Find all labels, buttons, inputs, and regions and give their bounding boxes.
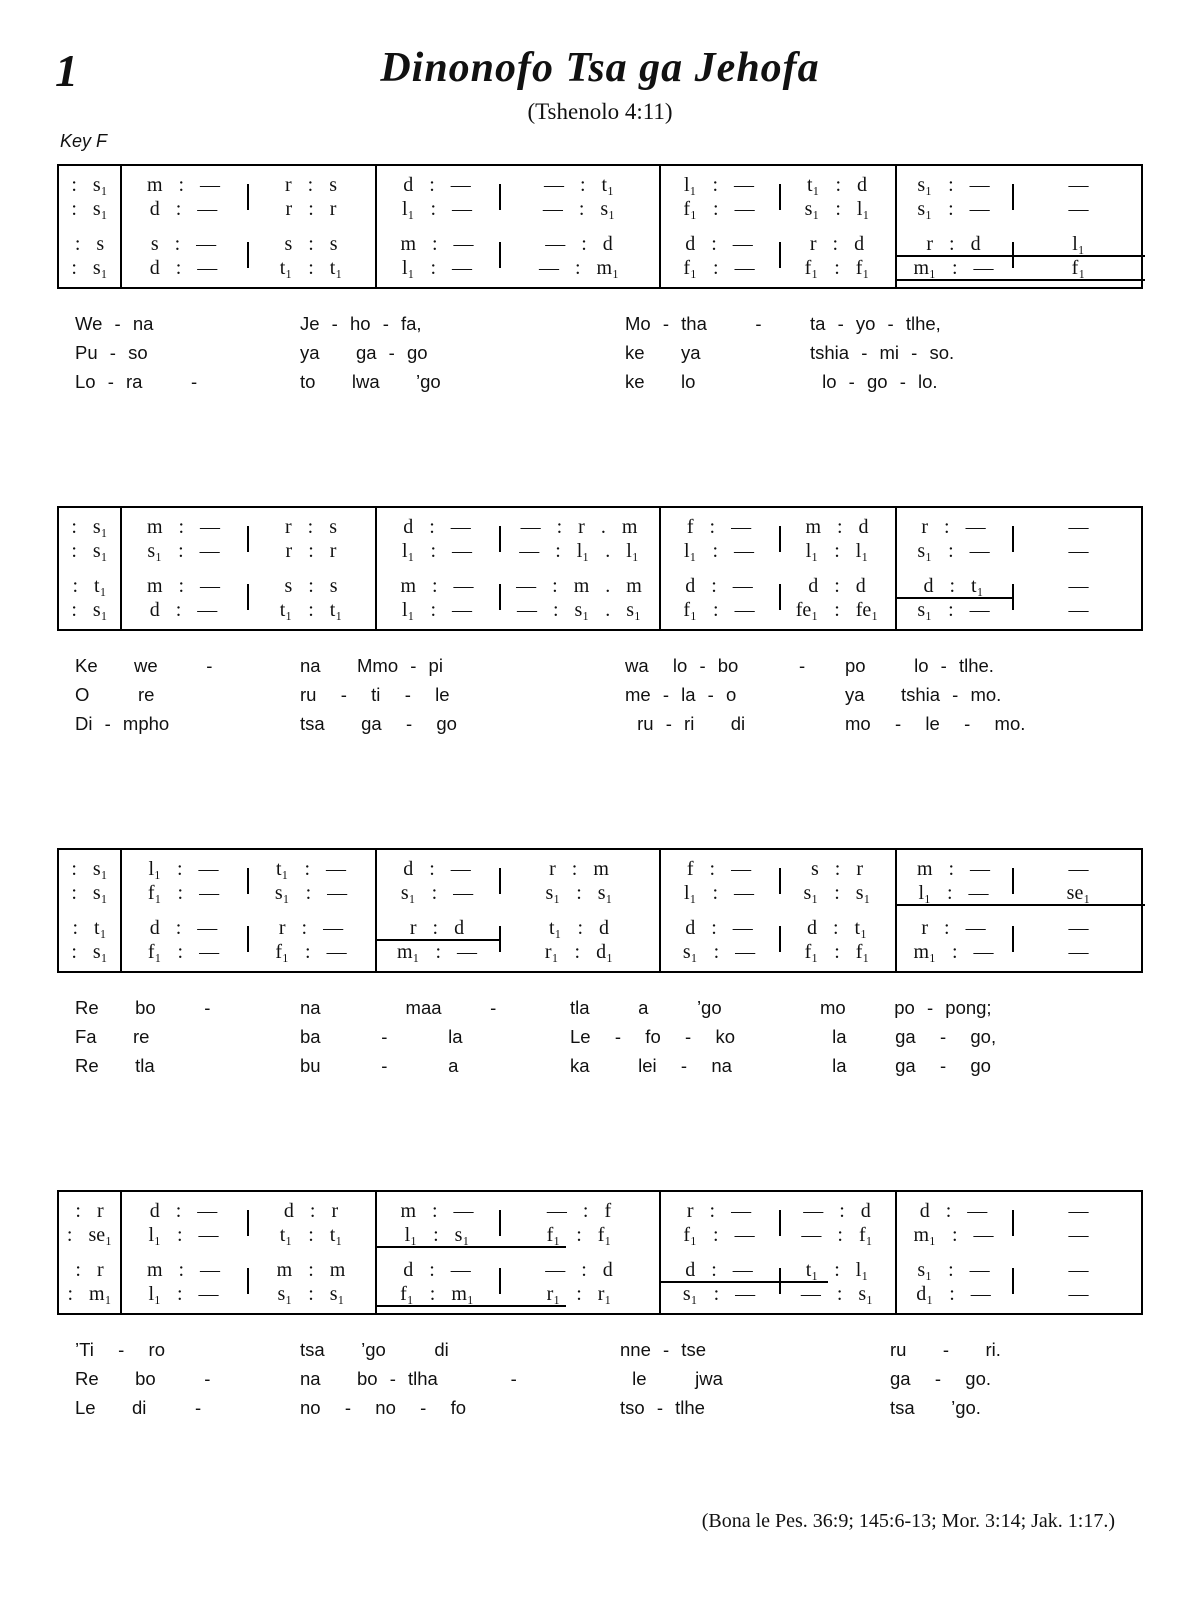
notation-cell: s₁ : s₁ — [803, 882, 871, 904]
voice-row — [59, 173, 1141, 197]
barline — [120, 166, 122, 287]
lyric-line — [57, 367, 1143, 396]
half-barline — [1012, 526, 1014, 552]
half-barline — [1012, 926, 1014, 952]
notation-cell: l₁ : l₁ — [805, 540, 869, 562]
notation-cell: d : — — [685, 575, 753, 597]
half-barline — [499, 526, 501, 552]
notation-cell: d : — — [403, 516, 471, 538]
notation-cell: — : t₁ — [543, 174, 615, 196]
notation-cell: d : — — [685, 917, 753, 939]
notation-cell: f₁ : — — [683, 257, 755, 279]
verse-4-lyrics — [57, 1335, 1143, 1422]
lyric-segment: tshia - mi - so. — [810, 341, 955, 363]
notation-cell: f : — — [686, 516, 752, 538]
notation-cell: r₁ : d₁ — [544, 941, 614, 963]
notation-cell: s₁ : — — [917, 1259, 990, 1281]
notation-cell: : s₁ — [71, 174, 108, 196]
lyric-segment: Lo - ra - — [75, 370, 198, 392]
lyric-segment: le jwa — [620, 1367, 723, 1389]
lyric-line — [57, 309, 1143, 338]
lyric-segment: Ke we - — [75, 654, 213, 676]
notation-cell: — : l₁ . l₁ — [519, 540, 639, 562]
notation-cell: t₁ : t₁ — [279, 1224, 343, 1246]
notation-cell: : t₁ — [72, 917, 107, 939]
notation-cell: f₁ : m₁ — [375, 1282, 499, 1306]
notation-cell: l₁ : — — [683, 540, 755, 562]
notation-cell: r : m — [549, 858, 609, 880]
half-barline — [247, 1210, 249, 1236]
notation-cell: : s₁ — [71, 540, 108, 562]
voice-row — [59, 574, 1141, 598]
notation-cell: t₁ : t₁ — [279, 257, 343, 279]
lyric-segment: ba - la — [300, 1025, 463, 1047]
notation-cell: l₁ : — — [683, 174, 755, 196]
notation-cell: : s₁ — [71, 599, 108, 621]
solfa-system-1 — [57, 164, 1143, 289]
notation-cell: — — [1068, 941, 1089, 963]
voice-row — [59, 1223, 1141, 1247]
notation-cell: d : — — [149, 917, 218, 939]
notation-cell: r : s — [285, 516, 337, 538]
notation-cell: f₁ : — — [683, 599, 755, 621]
notation-cell: f₁ : f₁ — [804, 941, 870, 963]
voice-row — [59, 916, 1141, 940]
key-signature-label: Key F — [60, 131, 108, 151]
notation-cell: — : r . m — [520, 516, 638, 538]
notation-cell: — — [1068, 516, 1089, 538]
notation-cell: d : r — [283, 1200, 339, 1222]
half-barline — [247, 1268, 249, 1294]
notation-cell: r : d — [375, 916, 499, 940]
lyric-segment: Pu - so — [75, 341, 148, 363]
voice-row — [59, 1282, 1141, 1306]
voice-row — [59, 232, 1141, 256]
lyric-segment: tsa ’go di — [300, 1338, 449, 1360]
voice-pair-gap — [59, 563, 1141, 574]
barline — [120, 850, 122, 971]
lyric-segment: tsa ga - go — [300, 712, 457, 734]
half-barline — [247, 584, 249, 610]
voice-pair-gap — [59, 1247, 1141, 1258]
notation-cell: m : m — [276, 1259, 346, 1281]
notation-cell: d : — — [149, 257, 218, 279]
lyric-segment: ru - ri. — [890, 1338, 1001, 1360]
notation-cell: m₁ : — — [913, 1224, 994, 1246]
lyric-line — [57, 651, 1143, 680]
lyric-segment: ka lei - na — [570, 1054, 732, 1076]
notation-cell: d : t₁ — [895, 574, 1012, 598]
notation-cell: r : — — [278, 917, 344, 939]
voice-pair-gap — [59, 905, 1141, 916]
notation-cell: — — [1068, 1200, 1089, 1222]
notation-cell: m : — — [400, 233, 474, 255]
notation-cell: : s₁ — [71, 858, 108, 880]
notation-cell: : s₁ — [71, 941, 108, 963]
lyric-line — [57, 1364, 1143, 1393]
half-barline — [779, 868, 781, 894]
notation-cell: l₁ : s₁ — [375, 1223, 499, 1247]
content-area — [57, 164, 1143, 1533]
notation-cell: — : s₁ . s₁ — [516, 599, 642, 621]
lyric-segment: mo - le - mo. — [845, 712, 1026, 734]
notation-cell: l₁ : — — [401, 198, 473, 220]
lyric-segment: tso - tlhe — [620, 1396, 705, 1418]
notation-cell: l₁ : — — [683, 882, 755, 904]
notation-cell: d : d — [808, 575, 866, 597]
notation-cell: : r — [75, 1259, 104, 1281]
notation-cell: d₁ : — — [916, 1283, 991, 1305]
lyric-segment: la ga - go — [820, 1054, 991, 1076]
half-barline — [1012, 868, 1014, 894]
half-barline — [499, 584, 501, 610]
lyric-segment: me - la - o — [625, 683, 737, 705]
notation-cell: t₁ : — — [275, 858, 347, 880]
hymn-subtitle: (Tshenolo 4:11) — [527, 99, 673, 124]
notation-cell: t₁ : d — [548, 917, 610, 939]
notation-cell: m : — — [916, 858, 991, 880]
notation-cell: d : — — [149, 599, 218, 621]
notation-cell: s : r — [811, 858, 863, 880]
voice-row — [59, 1258, 1141, 1282]
notation-cell: l₁ : — — [401, 540, 473, 562]
notation-cell: r : d — [895, 232, 1012, 256]
half-barline — [499, 868, 501, 894]
notation-cell: : s₁ — [71, 882, 108, 904]
notation-cell: d : t₁ — [806, 917, 868, 939]
lyric-line — [57, 680, 1143, 709]
notation-cell: : s₁ — [71, 198, 108, 220]
notation-cell: — : d — [545, 233, 613, 255]
notation-cell: r : s — [285, 174, 337, 196]
notation-cell: — : f₁ — [801, 1224, 873, 1246]
notation-cell: f₁ : — — [683, 1224, 755, 1246]
notation-cell: : s₁ — [71, 257, 108, 279]
notation-cell: — — [1068, 858, 1089, 880]
notation-cell: — — [1068, 198, 1089, 220]
notation-cell: s₁ : — — [682, 941, 756, 963]
half-barline — [499, 1210, 501, 1236]
voice-pair-gap — [59, 221, 1141, 232]
notation-cell: m₁ : — — [913, 941, 994, 963]
lyric-segment: ke ya — [625, 341, 701, 363]
notation-cell: f₁ : — — [147, 882, 220, 904]
lyric-segment: na maa - — [300, 996, 497, 1018]
lyric-segment: ’Ti - ro — [75, 1338, 166, 1360]
notation-cell: : t₁ — [72, 575, 107, 597]
voice-row — [59, 256, 1141, 280]
notation-cell: f₁ : f₁ — [804, 257, 870, 279]
notation-cell: — — [1068, 575, 1089, 597]
notation-cell: : s₁ — [71, 516, 108, 538]
barline — [375, 166, 377, 287]
lyric-segment: nne - tse — [620, 1338, 706, 1360]
notation-cell: s₁ : — — [274, 882, 348, 904]
notation-cell: s₁ : — — [917, 174, 990, 196]
half-barline — [779, 926, 781, 952]
notation-cell: — — [1068, 1224, 1089, 1246]
notation-cell: f₁ : — — [275, 941, 347, 963]
notation-cell: d : — — [403, 858, 471, 880]
half-barline — [499, 1268, 501, 1294]
notation-cell: t₁ : d — [806, 174, 868, 196]
half-barline — [499, 926, 501, 952]
notation-cell: d : — — [149, 198, 218, 220]
notation-cell: — : d — [545, 1259, 613, 1281]
notation-cell: r : r — [285, 198, 337, 220]
notation-cell: t₁ : l₁ — [779, 1258, 895, 1282]
barline — [375, 508, 377, 629]
half-barline — [499, 242, 501, 268]
title-row — [0, 0, 1200, 92]
notation-cell: s₁ : — — [917, 599, 990, 621]
barline — [120, 508, 122, 629]
notation-cell: l₁ : — — [401, 257, 473, 279]
notation-cell: m : d — [805, 516, 869, 538]
notation-cell: l₁ : — — [401, 599, 473, 621]
barline — [375, 1192, 377, 1313]
solfa-system-4 — [57, 1190, 1143, 1315]
voice-row — [59, 515, 1141, 539]
notation-cell: r : — — [921, 516, 986, 538]
lyric-segment: na bo - tlha - — [300, 1367, 517, 1389]
notation-cell: r : r — [285, 540, 337, 562]
notation-cell: m : — — [146, 1259, 221, 1281]
barline — [895, 850, 897, 971]
half-barline — [247, 868, 249, 894]
lyric-segment: ta - yo - tlhe, — [810, 312, 941, 334]
lyric-segment: Di - mpho — [75, 712, 170, 734]
notation-cell: r₁ : r₁ — [499, 1282, 659, 1306]
lyric-segment: po lo - tlhe. — [845, 654, 994, 676]
lyric-segment: lo - go - lo. — [810, 370, 938, 392]
notation-cell: f₁ : f₁ — [499, 1223, 659, 1247]
lyric-segment: Fa re — [75, 1025, 150, 1047]
notation-cell: — : s₁ — [542, 198, 616, 220]
half-barline — [1012, 1210, 1014, 1236]
barline — [120, 1192, 122, 1313]
notation-cell: l₁ : — — [148, 1224, 219, 1246]
half-barline — [247, 926, 249, 952]
half-barline — [1012, 584, 1014, 610]
notation-cell: s₁ : — — [917, 540, 990, 562]
notation-cell: d : — — [919, 1200, 988, 1222]
notation-cell: l₁ : — — [895, 881, 1012, 905]
notation-cell: l₁ : — — [148, 1283, 219, 1305]
lyric-line — [57, 1393, 1143, 1422]
notation-cell: s₁ : s₁ — [277, 1283, 345, 1305]
notation-cell: m₁ : — — [895, 256, 1012, 280]
lyric-segment: ya tshia - mo. — [845, 683, 1002, 705]
notation-cell: — : m₁ — [538, 257, 620, 279]
barline — [895, 508, 897, 629]
notation-cell: s₁ : — — [682, 1283, 756, 1305]
lyric-segment: to lwa ’go — [300, 370, 441, 392]
lyric-segment: tsa ’go. — [890, 1396, 981, 1418]
lyric-segment: Re tla — [75, 1054, 155, 1076]
half-barline — [247, 526, 249, 552]
notation-cell: s₁ : — — [147, 540, 220, 562]
lyric-segment: Re bo - — [75, 996, 211, 1018]
lyric-segment: wa lo - bo - — [625, 654, 806, 676]
lyric-segment: Re bo - — [75, 1367, 211, 1389]
barline — [659, 850, 661, 971]
barline — [895, 1192, 897, 1313]
notation-cell: : se₁ — [66, 1224, 113, 1246]
lyric-segment: Le di - — [75, 1396, 202, 1418]
notation-cell: d : — — [403, 174, 471, 196]
notation-cell: d : — — [659, 1258, 779, 1282]
notation-cell: — — [1068, 174, 1089, 196]
notation-cell: — : s₁ — [800, 1283, 874, 1305]
lyric-segment: Le - fo - ko — [570, 1025, 735, 1047]
notation-cell: d : — — [403, 1259, 471, 1281]
notation-cell: — : d — [803, 1200, 871, 1222]
barline — [375, 850, 377, 971]
notation-cell: m : — — [146, 174, 221, 196]
lyric-line — [57, 338, 1143, 367]
lyric-line — [57, 1022, 1143, 1051]
half-barline — [779, 526, 781, 552]
notation-cell: : r — [75, 1200, 104, 1222]
verse-3-lyrics — [57, 993, 1143, 1080]
notation-cell: l₁ — [1012, 232, 1145, 256]
barline — [659, 166, 661, 287]
notation-cell: — : f — [546, 1200, 612, 1222]
lyric-segment: na Mmo - pi — [300, 654, 443, 676]
voice-row — [59, 1199, 1141, 1223]
barline — [659, 508, 661, 629]
notation-cell: — — [1068, 599, 1089, 621]
notation-cell: — — [1068, 1259, 1089, 1281]
notation-cell: s : s — [284, 575, 338, 597]
notation-cell: r : — — [686, 1200, 752, 1222]
lyric-line — [57, 993, 1143, 1022]
solfa-system-3 — [57, 848, 1143, 973]
notation-cell: f : — — [686, 858, 752, 880]
lyric-segment: mo po - pong; — [820, 996, 992, 1018]
notation-cell: — — [1068, 917, 1089, 939]
lyric-line — [57, 1051, 1143, 1080]
verse-2-lyrics — [57, 651, 1143, 738]
lyric-segment: bu - a — [300, 1054, 459, 1076]
half-barline — [779, 184, 781, 210]
verse-1-lyrics — [57, 309, 1143, 396]
lyric-segment: Mo - tha - — [625, 312, 762, 334]
half-barline — [779, 584, 781, 610]
half-barline — [1012, 184, 1014, 210]
hymn-number: 1 — [55, 45, 78, 96]
half-barline — [1012, 242, 1014, 268]
voice-row — [59, 857, 1141, 881]
notation-cell: f₁ : — — [147, 941, 220, 963]
notation-cell: l₁ : — — [148, 858, 219, 880]
lyric-segment: ru - ri di — [625, 712, 746, 734]
lyric-segment: ga - go. — [890, 1367, 992, 1389]
half-barline — [1012, 1268, 1014, 1294]
notation-cell: m : — — [146, 516, 221, 538]
half-barline — [779, 1210, 781, 1236]
lyric-segment: ru - ti - le — [300, 683, 450, 705]
voice-row — [59, 598, 1141, 622]
half-barline — [247, 184, 249, 210]
lyric-segment: no - no - fo — [300, 1396, 467, 1418]
barline — [659, 1192, 661, 1313]
notation-cell: m : — — [400, 1200, 474, 1222]
lyric-segment: tla a ’go — [570, 996, 722, 1018]
notation-cell: m₁ : — — [396, 941, 478, 963]
notation-cell: m : — — [400, 575, 474, 597]
lyric-segment: la ga - go, — [820, 1025, 997, 1047]
voice-row — [59, 940, 1141, 964]
scripture-reference: (Bona le Pes. 36:9; 145:6-13; Mor. 3:14; Jak. 1:17.) — [701, 1510, 1115, 1532]
notation-cell: d : — — [685, 233, 753, 255]
half-barline — [779, 1268, 781, 1294]
lyric-segment: ya ga - go — [300, 341, 428, 363]
hymn-title: Dinonofo Tsa ga Jehofa — [380, 45, 820, 91]
solfa-system-2 — [57, 506, 1143, 631]
lyric-segment: Je - ho - fa, — [300, 312, 422, 334]
notation-cell: f₁ — [1012, 256, 1145, 280]
notation-cell: t₁ : t₁ — [279, 599, 343, 621]
notation-cell: d : — — [149, 1200, 218, 1222]
lyric-line — [57, 1335, 1143, 1364]
lyric-segment: O re — [75, 683, 155, 705]
barline — [895, 166, 897, 287]
voice-row — [59, 539, 1141, 563]
notation-cell: — — [1068, 540, 1089, 562]
notation-cell: : m₁ — [67, 1283, 112, 1305]
voice-row — [59, 197, 1141, 221]
half-barline — [779, 242, 781, 268]
notation-cell: s₁ : — — [400, 882, 474, 904]
notation-cell: r : — — [921, 917, 986, 939]
notation-cell: se₁ — [1012, 881, 1145, 905]
notation-cell: fe₁ : fe₁ — [795, 599, 879, 621]
voice-row — [59, 881, 1141, 905]
notation-cell: s₁ : — — [917, 198, 990, 220]
notation-cell: s : s — [284, 233, 338, 255]
notation-cell: m : — — [146, 575, 221, 597]
lyric-line — [57, 709, 1143, 738]
notation-cell: — — [1068, 1283, 1089, 1305]
notation-cell: s : — — [150, 233, 217, 255]
half-barline — [247, 242, 249, 268]
lyric-segment: We - na — [75, 312, 154, 334]
lyric-segment: ke lo — [625, 370, 696, 392]
notation-cell: s₁ : l₁ — [804, 198, 870, 220]
notation-cell: r : d — [809, 233, 865, 255]
notation-cell: f₁ : — — [683, 198, 755, 220]
half-barline — [499, 184, 501, 210]
notation-cell: : s — [74, 233, 105, 255]
notation-cell: s₁ : s₁ — [545, 882, 613, 904]
notation-cell: — : m . m — [516, 575, 642, 597]
